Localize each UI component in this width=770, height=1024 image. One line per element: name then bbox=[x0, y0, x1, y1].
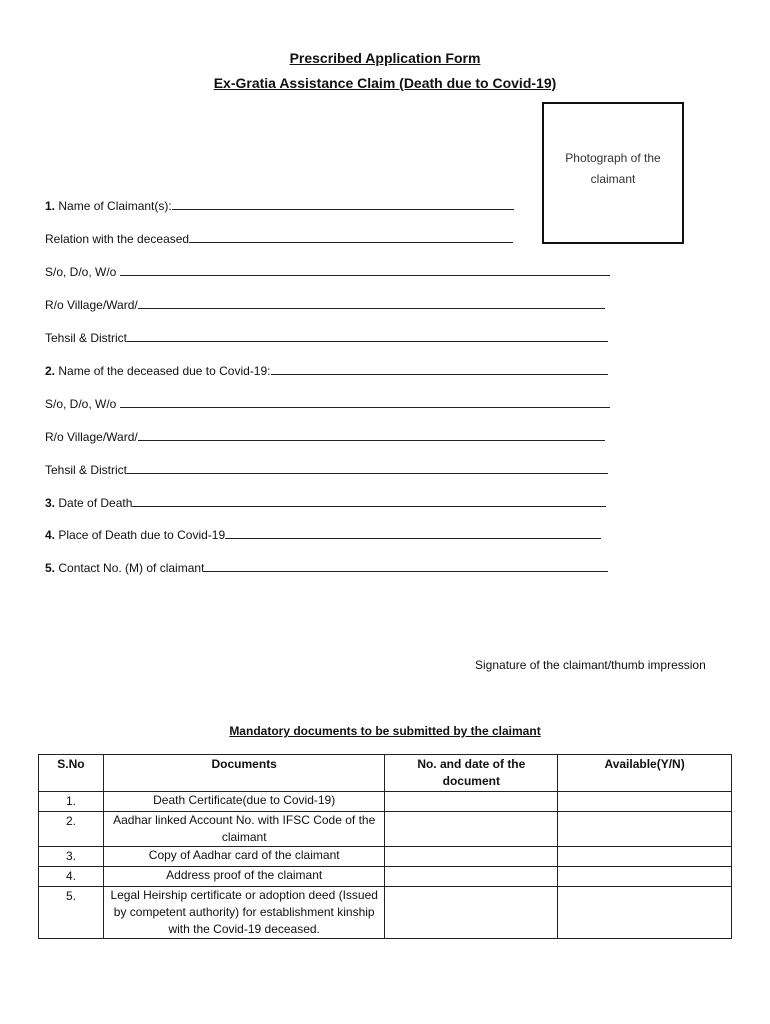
field-label: Tehsil & District bbox=[45, 331, 128, 345]
field-label: S/o, D/o, W/o bbox=[45, 265, 120, 279]
available-cell[interactable] bbox=[558, 792, 732, 812]
fill-line[interactable] bbox=[271, 363, 608, 375]
form-subtitle: Ex-Gratia Assistance Claim (Death due to Covid-19) bbox=[213, 75, 557, 91]
field-number: 3. bbox=[45, 496, 56, 510]
document-cell: Address proof of the claimant bbox=[103, 867, 385, 887]
fill-line[interactable] bbox=[120, 396, 610, 408]
document-cell: Copy of Aadhar card of the claimant bbox=[103, 847, 385, 867]
column-header-sno: S.No bbox=[39, 755, 104, 792]
field-claimant-name[interactable] bbox=[45, 198, 514, 213]
sno-cell: 4. bbox=[39, 867, 104, 887]
table-header-row bbox=[39, 755, 732, 792]
photograph-label-line2: claimant bbox=[590, 172, 636, 186]
number-date-cell[interactable] bbox=[385, 867, 558, 887]
photograph-box[interactable] bbox=[542, 102, 684, 244]
documents-heading: Mandatory documents to be submitted by the claimant bbox=[229, 724, 541, 738]
number-date-cell[interactable] bbox=[385, 887, 558, 939]
field-deceased-name[interactable] bbox=[45, 363, 608, 378]
field-label: Relation with the deceased bbox=[45, 232, 190, 246]
sno-cell: 5. bbox=[39, 887, 104, 939]
fill-line[interactable] bbox=[172, 198, 514, 210]
document-cell: Legal Heirship certificate or adoption deed (Issued by competent authority) for establishment kinship with the Covid-19 deceased. bbox=[103, 887, 385, 939]
number-date-cell[interactable] bbox=[385, 847, 558, 867]
field-label: Date of Death bbox=[58, 496, 133, 510]
signature-label: Signature of the claimant/thumb impression bbox=[475, 658, 706, 672]
documents-table bbox=[38, 754, 732, 939]
number-date-cell[interactable] bbox=[385, 812, 558, 847]
number-date-cell[interactable] bbox=[385, 792, 558, 812]
field-label: Contact No. (M) of claimant bbox=[58, 561, 205, 575]
form-title: Prescribed Application Form bbox=[289, 50, 481, 66]
field-number: 2. bbox=[45, 364, 56, 378]
table-row bbox=[39, 812, 732, 847]
available-cell[interactable] bbox=[558, 867, 732, 887]
available-cell[interactable] bbox=[558, 887, 732, 939]
document-cell: Aadhar linked Account No. with IFSC Code of the claimant bbox=[103, 812, 385, 847]
field-number: 1. bbox=[45, 199, 56, 213]
field-claimant-district[interactable] bbox=[45, 330, 608, 345]
field-label: Name of the deceased due to Covid-19: bbox=[58, 364, 271, 378]
field-date-of-death[interactable] bbox=[45, 495, 606, 510]
document-cell: Death Certificate(due to Covid-19) bbox=[103, 792, 385, 812]
field-label: S/o, D/o, W/o bbox=[45, 397, 120, 411]
column-header-number-date: No. and date of the document bbox=[385, 755, 558, 792]
field-relation[interactable] bbox=[45, 231, 513, 246]
column-header-available: Available(Y/N) bbox=[558, 755, 732, 792]
field-number: 5. bbox=[45, 561, 56, 575]
sno-cell: 1. bbox=[39, 792, 104, 812]
field-label: R/o Village/Ward/ bbox=[45, 430, 138, 444]
table-row bbox=[39, 867, 732, 887]
fill-line[interactable] bbox=[127, 330, 608, 342]
fill-line[interactable] bbox=[120, 264, 610, 276]
fill-line[interactable] bbox=[225, 527, 601, 539]
sno-cell: 3. bbox=[39, 847, 104, 867]
field-contact-number[interactable] bbox=[45, 560, 608, 575]
available-cell[interactable] bbox=[558, 812, 732, 847]
fill-line[interactable] bbox=[127, 462, 608, 474]
table-row bbox=[39, 887, 732, 939]
field-deceased-district[interactable] bbox=[45, 462, 608, 477]
photograph-label-line1: Photograph of the bbox=[565, 151, 661, 165]
field-deceased-parent[interactable] bbox=[45, 396, 610, 411]
fill-line[interactable] bbox=[204, 560, 608, 572]
field-claimant-village[interactable] bbox=[45, 297, 605, 312]
field-place-of-death[interactable] bbox=[45, 527, 601, 542]
sno-cell: 2. bbox=[39, 812, 104, 847]
fill-line[interactable] bbox=[138, 297, 605, 309]
fill-line[interactable] bbox=[132, 495, 606, 507]
field-label: Tehsil & District bbox=[45, 463, 128, 477]
field-deceased-village[interactable] bbox=[45, 429, 605, 444]
table-row bbox=[39, 847, 732, 867]
available-cell[interactable] bbox=[558, 847, 732, 867]
table-row bbox=[39, 792, 732, 812]
column-header-documents: Documents bbox=[103, 755, 385, 792]
field-claimant-parent[interactable] bbox=[45, 264, 610, 279]
field-label: Name of Claimant(s): bbox=[58, 199, 172, 213]
field-label: Place of Death due to Covid-19 bbox=[58, 528, 226, 542]
field-number: 4. bbox=[45, 528, 56, 542]
field-label: R/o Village/Ward/ bbox=[45, 298, 138, 312]
fill-line[interactable] bbox=[138, 429, 605, 441]
fill-line[interactable] bbox=[189, 231, 513, 243]
